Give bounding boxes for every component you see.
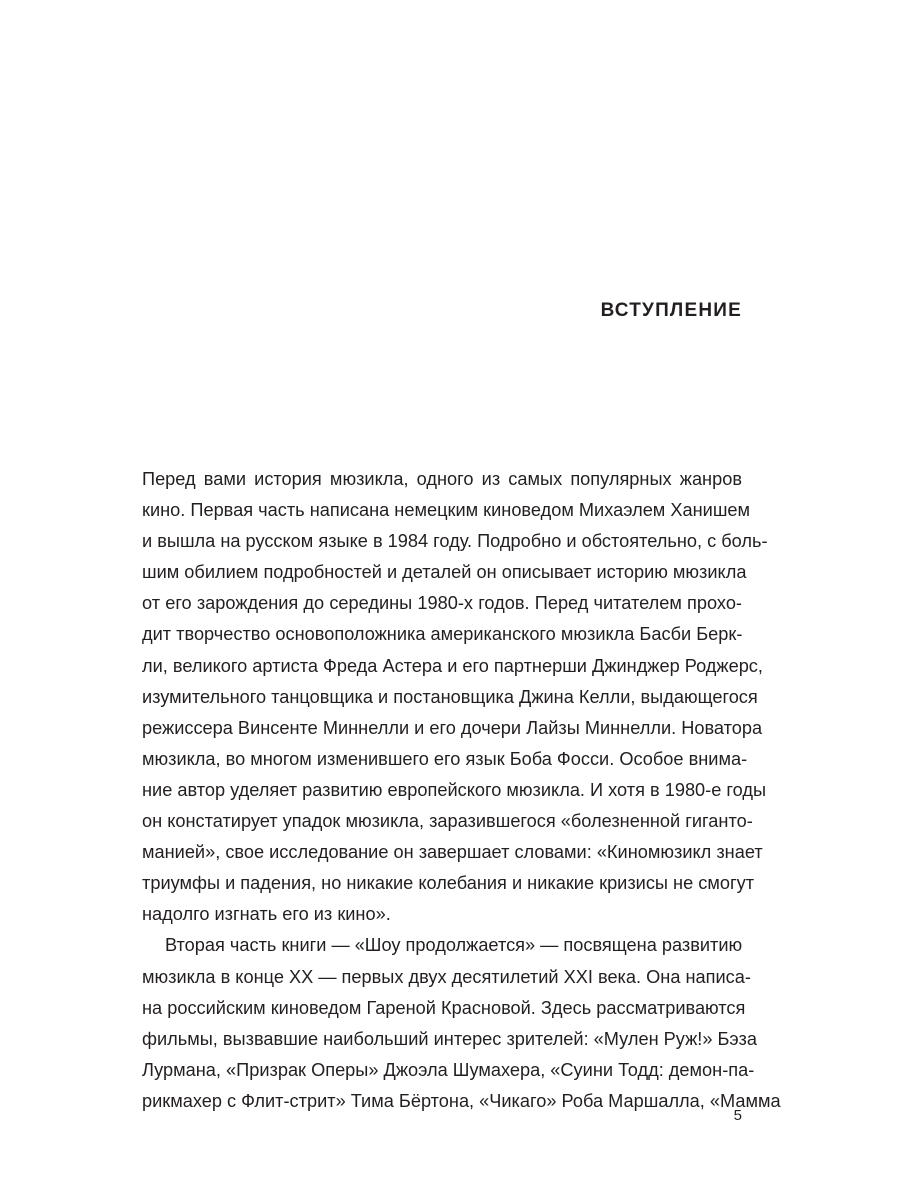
text-line: и вышла на русском языке в 1984 году. Подробно и обстоятельно, с боль-: [142, 531, 768, 552]
text-line: он констатирует упадок мюзикла, заразившегося «болезненной гиганто-: [142, 811, 753, 832]
text-line: надолго изгнать его из кино».: [142, 904, 391, 925]
text-line: Лурмана, «Призрак Оперы» Джоэла Шумахера, «Суини Тодд: демон-па-: [142, 1059, 755, 1080]
text-line: от его зарождения до середины 1980-х годов. Перед читателем прохо-: [142, 593, 742, 614]
text-line: манией», свое исследование он завершает словами: «Киномюзикл знает: [142, 842, 763, 863]
text-line: триумфы и падения, но никакие колебания и никакие кризисы не смогут: [142, 873, 755, 894]
text-line: кино. Первая часть написана немецким киноведом Михаэлем Ханишем: [142, 500, 751, 521]
text-line: ние автор уделяет развитию европейского мюзикла. И хотя в 1980-е годы: [142, 779, 767, 800]
text-line: фильмы, вызвавшие наибольший интерес зрителей: «Мулен Руж!» Бэза: [142, 1028, 757, 1049]
text-line: Вторая часть книги — «Шоу продолжается» — посвящена развитию: [165, 935, 743, 956]
text-line: изумительного танцовщика и постановщика Джина Келли, выдающегося: [142, 686, 758, 707]
chapter-heading: ВСТУПЛЕНИЕ: [600, 300, 742, 321]
body-text: [142, 464, 781, 1117]
text-line: мюзикла в конце XX — первых двух десятилетий XXI века. Она написа-: [142, 966, 751, 987]
paragraph-2: [142, 930, 781, 1117]
page-number: 5: [733, 1107, 742, 1124]
text-line: режиссера Винсенте Миннелли и его дочери Лайзы Миннелли. Новатора: [142, 717, 763, 738]
text-line: Перед вами история мюзикла, одного из самых популярных жанров: [142, 469, 742, 489]
text-line: на российским киноведом Гареной Красновой. Здесь рассматриваются: [142, 997, 746, 1018]
text-line: ли, великого артиста Фреда Астера и его партнерши Джинджер Роджерс,: [142, 655, 763, 676]
text-line: шим обилием подробностей и деталей он описывает историю мюзикла: [142, 562, 747, 583]
paragraph-1: [142, 464, 768, 930]
text-line: дит творчество основоположника американского мюзикла Басби Берк-: [142, 624, 743, 645]
text-line: мюзикла, во многом изменившего его язык Боба Фосси. Особое внима-: [142, 748, 748, 769]
text-line: рикмахер с Флит-стрит» Тима Бёртона, «Чикаго» Роба Маршалла, «Мамма: [142, 1090, 781, 1111]
